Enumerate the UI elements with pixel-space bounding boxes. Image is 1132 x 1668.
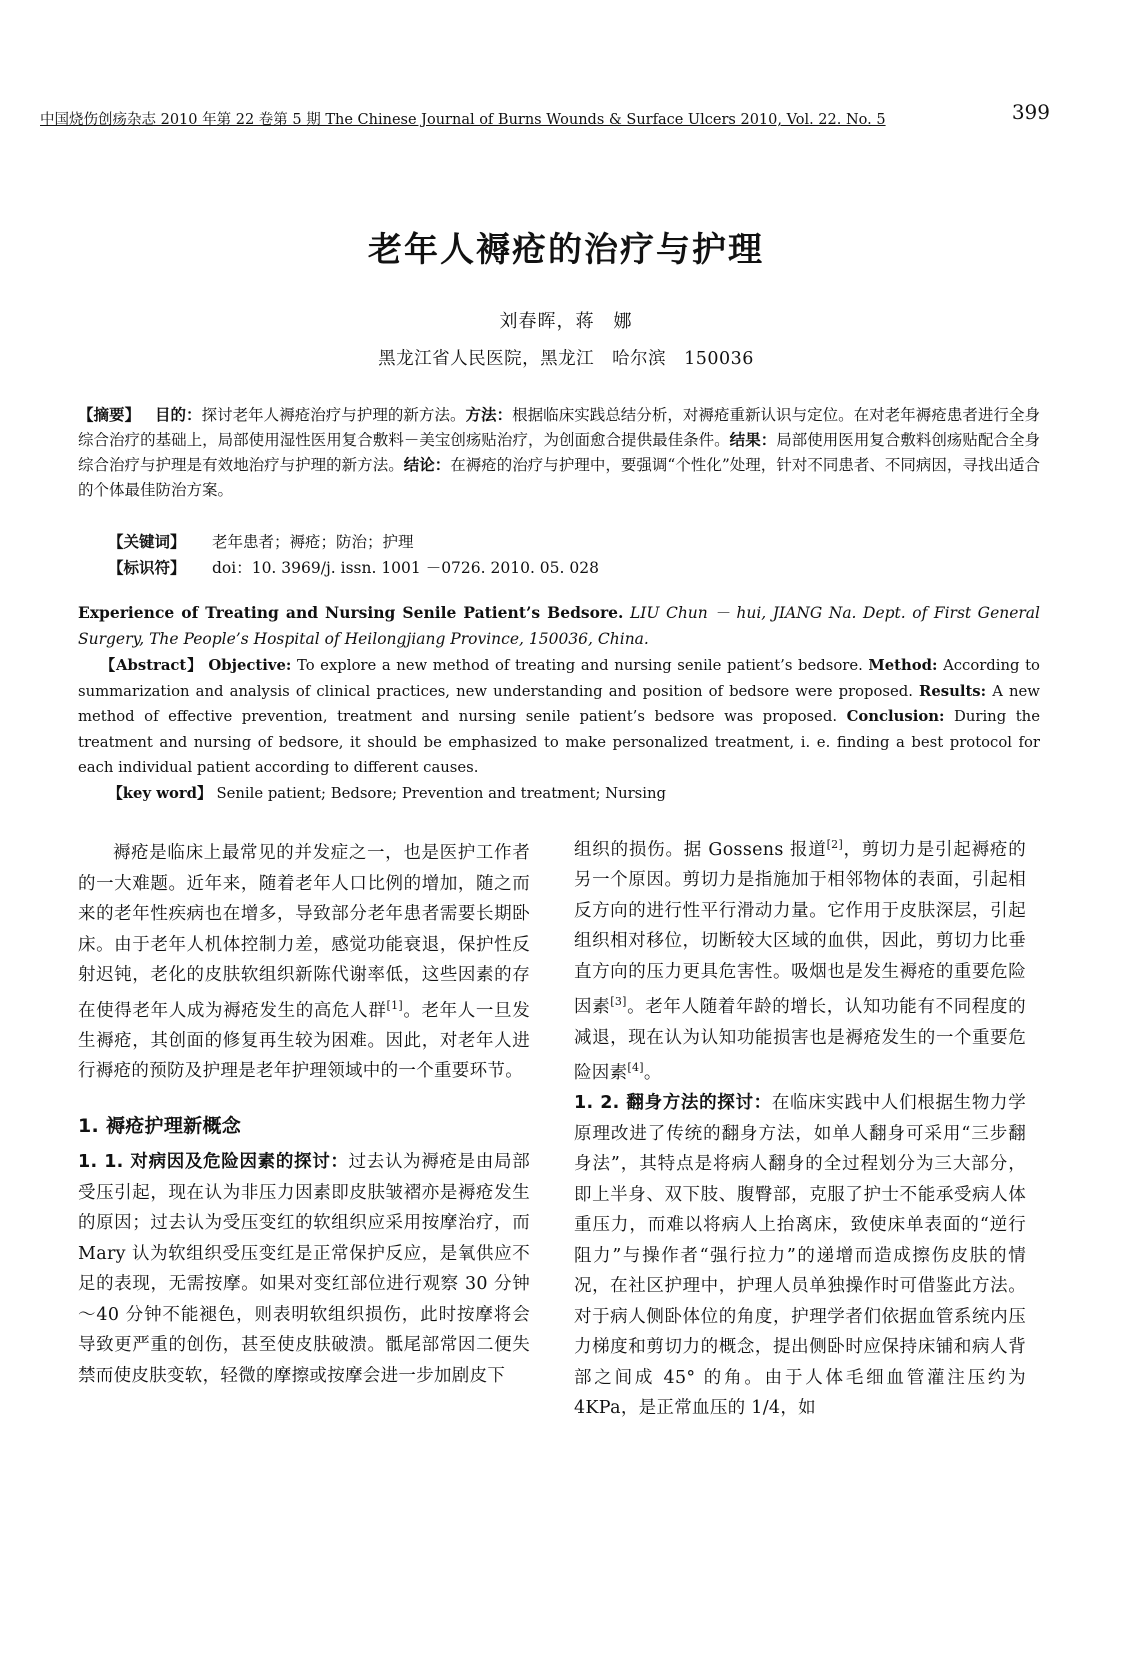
citation-3: [3] <box>610 995 627 1009</box>
results-en: A new method of effective prevention, treatment and nursing senile patient’s bedsore was proposed. <box>78 682 1040 725</box>
section-1-2-paragraph: 1. 2. 翻身方法的探讨：在临床实践中人们根据生物力学原理改进了传统的翻身方法，如单人翻身可采用“三步翻身法”，其特点是将病人翻身的全过程划分为三大部分，即上半身、双下肢、腹臀部，克服了护士不能承受病人体重压力，而难以将病人上抬离床，致使床单表面的“逆行阻力”与操作者“强行拉力”的递增而造成擦伤皮肤的情况，在社区护理中，护理人员单独操作时可借鉴此方法。对于病人侧卧体位的角度，护理学者们依据血管系统内压力梯度和剪切力的概念，提出侧卧时应保持床铺和病人背部之间成 45° 的角。由于人体毛细血管灌注压约为 4KPa，是正常血压的 1/4，如 <box>574 1093 1026 1419</box>
objective-en: To explore a new method of treating and nursing senile patient’s bedsore. <box>296 657 863 674</box>
section-1-heading: 1. 褥疮护理新概念 <box>78 1114 242 1137</box>
doi-value: doi：10. 3969/j. issn. 1001 －0726. 2010. 05. 028 <box>212 559 599 577</box>
identifier <box>108 556 599 578</box>
citation-1: [1] <box>386 998 403 1012</box>
english-title: Experience of Treating and Nursing Senile Patient’s Bedsore. <box>78 603 624 622</box>
running-head-text: 中国烧伤创疡杂志 2010 年第 22 卷第 5 期 The Chinese Journal of Burns Wounds & Surface Ulcers 2010, Vol. 22. No. 5 <box>40 112 886 128</box>
method-cn: 根据临床实践总结分析，对褥疮重新认识与定位。在对老年褥疮患者进行全身综合治疗的基础上，局部使用湿性医用复合敷料－美宝创疡贴治疗，为创面愈合提供最佳条件。 <box>78 406 1040 449</box>
section-1-2-heading: 1. 2. 翻身方法的探讨： <box>574 1093 772 1114</box>
result-cn-label: 结果： <box>729 431 777 449</box>
intro-paragraph: 褥疮是临床上最常见的并发症之一，也是医护工作者的一大难题。近年来，随着老年人口比例的增加，随之而来的老年性疾病也在增多，导致部分老年患者需要长期卧床。由于老年人机体控制力差，感觉功能衰退，保护性反射迟钝，老化的皮肤软组织新陈代谢率低，这些因素的存在使得老年人成为褥疮发生的高危人群[1]。老年人一旦发生褥疮，其创面的修复再生较为困难。因此，对老年人进行褥疮的预防及护理是老年护理领域中的一个重要环节。 <box>78 843 530 1082</box>
keywords-en-value: Senile patient; Bedsore; Prevention and treatment; Nursing <box>216 785 667 802</box>
keywords-en <box>108 782 666 803</box>
body-column-right <box>574 830 1026 1424</box>
section-1-1-heading: 1. 1. 对病因及危险因素的探讨： <box>78 1152 349 1173</box>
result-cn: 局部使用医用复合敷料创疡贴配合全身综合治疗与护理是有效地治疗与护理的新方法。 <box>78 431 1040 474</box>
abstract-en <box>78 653 1040 781</box>
abstract-cn-label: 【摘要】 <box>78 406 141 424</box>
method-cn-label: 方法： <box>465 406 513 424</box>
objective-en-label: Objective: <box>208 657 292 674</box>
article-title: 老年人褥疮的治疗与护理 <box>368 230 764 270</box>
keywords-en-label: 【key word】 <box>108 785 212 802</box>
conclusion-en-label: Conclusion: <box>846 708 945 725</box>
page-number: 399 <box>1011 100 1050 124</box>
conclusion-en: During the treatment and nursing of bedsore, it should be emphasized to make personalized treatment, i. e. finding a best protocol for each individual patient according to different causes. <box>78 708 1040 776</box>
abstract-en-label: 【Abstract】 <box>100 657 203 674</box>
keywords-cn-value: 老年患者；褥疮；防治；护理 <box>212 533 414 551</box>
identifier-label: 【标识符】 <box>108 559 186 577</box>
english-title-block <box>78 600 1040 652</box>
citation-4: [4] <box>627 1061 644 1075</box>
method-en: According to summarization and analysis of clinical practices, new understanding and position of bedsore were proposed. <box>78 657 1040 700</box>
objective-cn: 探讨老年人褥疮治疗与护理的新方法。 <box>201 406 466 424</box>
results-en-label: Results: <box>919 682 987 700</box>
body-column-left <box>78 838 530 1391</box>
affiliation: 黑龙江省人民医院，黑龙江 哈尔滨 150036 <box>378 349 754 369</box>
authors: 刘春晖，蒋 娜 <box>499 311 633 332</box>
method-en-label: Method: <box>868 657 938 674</box>
english-byline: LIU Chun － hui, JIANG Na. Dept. of First General Surgery, The People’s Hospital of Heilongjiang Province, 150036, China. <box>78 604 1040 648</box>
abstract-cn <box>78 403 1040 503</box>
running-head <box>40 100 1050 130</box>
citation-2: [2] <box>826 838 844 851</box>
conclusion-cn: 在褥疮的治疗与护理中，要强调“个性化”处理，针对不同患者、不同病因，寻找出适合的个体最佳防治方案。 <box>78 456 1040 499</box>
conclusion-cn-label: 结论： <box>403 456 451 474</box>
keywords-cn-label: 【关键词】 <box>108 533 186 551</box>
continued-paragraph: 组织的损伤。据 Gossens 报道[2]，剪切力是引起褥疮的另一个原因。剪切力是指施加于相邻物体的表面，引起相反方向的进行性平行滑动力量。它作用于皮肤深层，引起组织相对移位，切断较大区域的血供，因此，剪切力比垂直方向的压力更具危害性。吸烟也是发生褥疮的重要危险因素[3]。老年人随着年龄的增长，认知功能有不同程度的减退，现在认为认知功能损害也是褥疮发生的一个重要危险因素[4]。 <box>574 838 1027 1083</box>
section-1-1-paragraph: 1. 1. 对病因及危险因素的探讨：过去认为褥疮是由局部受压引起，现在认为非压力因素即皮肤皱褶亦是褥疮发生的原因；过去认为受压变红的软组织应采用按摩治疗，而 Mary 认为软组织受压变红是正常保护反应，是氧供应不足的表现，无需按摩。如果对变红部位进行观察 30 分钟 ～40 分钟不能褪色，则表明软组织损伤，此时按摩将会导致更严重的创伤，甚至使皮肤破溃。骶尾部常因二便失禁而使皮肤变软，轻微的摩擦或按摩会进一步加剧皮下 <box>78 1152 531 1386</box>
keywords-cn <box>108 530 414 552</box>
objective-cn-label: 目的： <box>154 406 202 424</box>
